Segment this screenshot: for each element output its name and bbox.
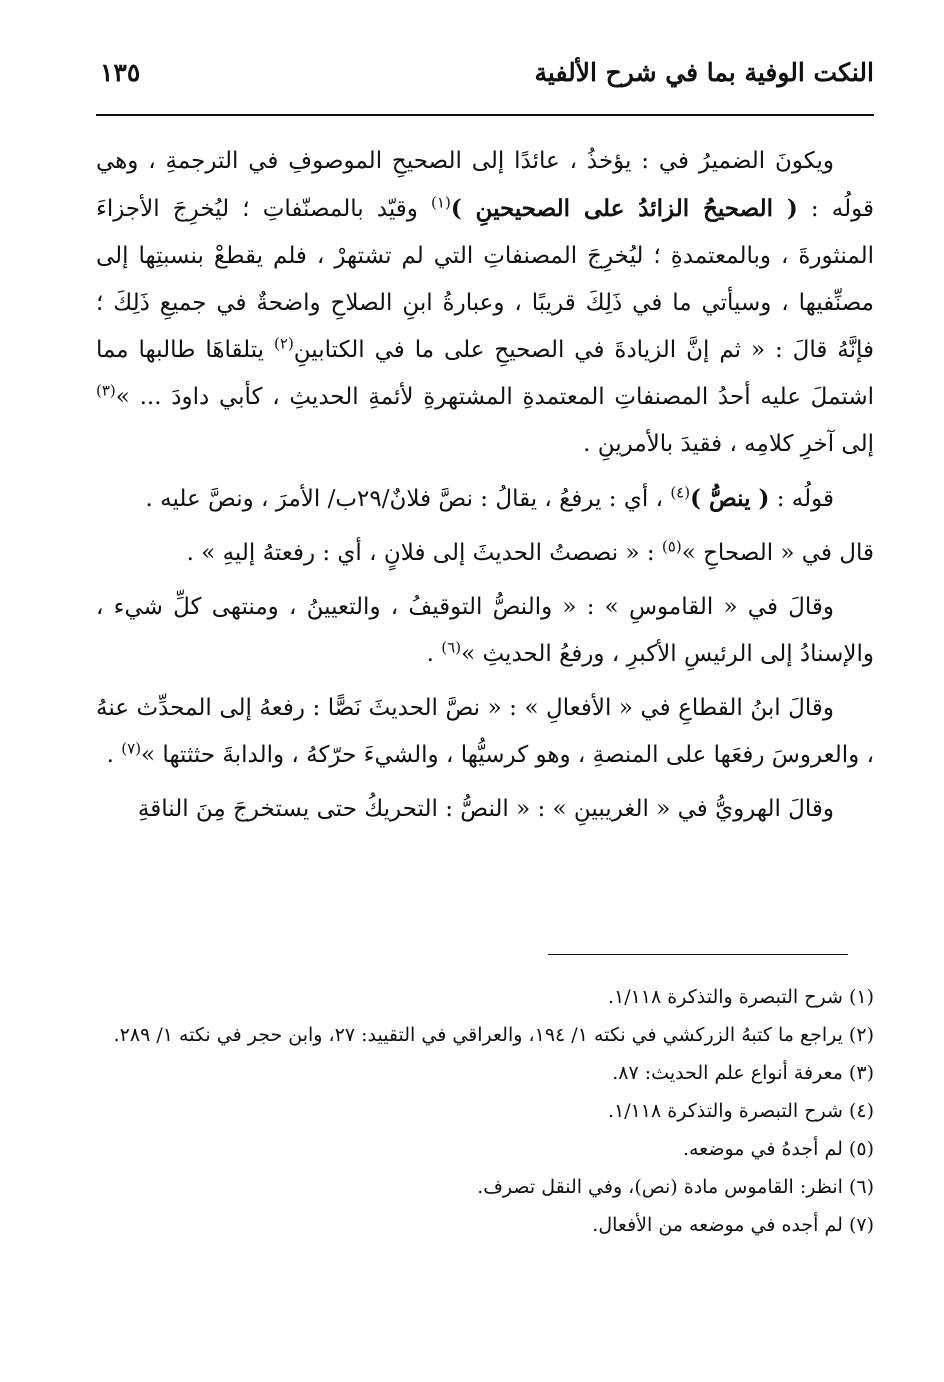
- footnote-ref: (٧): [121, 739, 142, 758]
- paragraph-text: : « نصصتُ الحديثَ إلى فلانٍ ، أي : رفعتهُ إليهِ » .: [186, 540, 662, 566]
- paragraph-text: ، أي : يرفعُ ، يقالُ : نصَّ فلانٌ/٢٩ب/ الأمرَ ، ونصَّ عليه .: [145, 486, 671, 512]
- paragraph: [96, 138, 874, 468]
- paragraph-text: إلى آخرِ كلامِه ، فقيدَ بالأمرينِ .: [583, 431, 874, 457]
- paragraph-text: قولُه :: [769, 486, 834, 512]
- paragraph-text: قال في « الصحاحِ »: [681, 540, 874, 566]
- footnote-ref: (٦): [441, 638, 462, 657]
- paragraph: [96, 786, 874, 833]
- paragraph-text: وقالَ ابنُ القطاعِ في « الأفعالِ » : « نصَّ الحديثَ نَصًّا : رفعهُ إلى المحدِّث عنهُ ، والعروسَ رفعَها على المنصةِ ، وهو كرسيُّها ، والشيءَ حرّكهُ ، والدابةَ حثثتها »: [96, 695, 874, 768]
- page-header: [96, 52, 874, 112]
- main-text: [96, 138, 874, 840]
- paragraph-text: .: [106, 742, 122, 768]
- footnote: (٣) معرفة أنواع علم الحديث: ٨٧.: [612, 1062, 874, 1084]
- page-number: ١٣٥: [100, 58, 141, 87]
- footnote: (٧) لم أجده في موضعه من الأفعال.: [592, 1214, 874, 1236]
- footnote: (٢) يراجع ما كتبهُ الزركشي في نكته ١/ ١٩٤، والعراقي في التقييد: ٢٧، وابن حجر في نكته ١/ ٢٨٩.: [113, 1024, 874, 1046]
- footnotes: [96, 978, 874, 1244]
- paragraph: [96, 475, 874, 523]
- quoted-keyword: ( الصحيحُ الزائدُ على الصحيحينِ ): [450, 195, 798, 222]
- paragraph: [96, 530, 874, 577]
- footnote: (٦) انظر: القاموس مادة (نص)، وفي النقل تصرف.: [477, 1176, 874, 1198]
- paragraph: [96, 584, 874, 678]
- footnote-ref: (٣): [96, 381, 116, 400]
- quoted-keyword: ( ينصُّ ): [690, 485, 770, 512]
- footnote-ref: (٢): [274, 334, 294, 353]
- footnote-ref: (٤): [670, 483, 691, 502]
- running-title: النكت الوفية بما في شرح الألفية: [534, 58, 874, 87]
- paragraph-text: يتلقاهَا طالبها مما اشتملَ عليه أحدُ المصنفاتِ المعتمدةِ المشتهرةِ لأئمةِ الحديثِ ، كأبي داودَ ... »: [96, 337, 874, 410]
- footnote-divider: [548, 954, 848, 955]
- header-divider: [96, 114, 874, 116]
- footnote: (٥) لم أجدهُ في موضعه.: [682, 1138, 874, 1160]
- paragraph-text: .: [426, 641, 442, 667]
- footnote-ref: (١): [431, 193, 451, 212]
- paragraph: [96, 685, 874, 779]
- paragraph-text: وقالَ الهرويُّ في « الغريبينِ » : « النصُّ : التحريكُ حتى يستخرجَ مِنَ الناقةِ: [137, 796, 834, 822]
- footnote-ref: (٥): [661, 537, 682, 556]
- footnote: (٤) شرح التبصرة والتذكرة ١/١١٨.: [607, 1100, 874, 1122]
- paragraph-text: وقالَ في « القاموسِ » : « والنصُّ التوقيفُ ، والتعيينُ ، ومنتهى كلِّ شيء ، والإسنادُ إلى الرئيسِ الأكبرِ ، ورفعُ الحديثِ »: [96, 594, 874, 667]
- paragraph-text: ويكونَ الضميرُ في : يؤخذُ ، عائدًا إلى الصحيحِ الموصوفِ في الترجمةِ ، وهي قولُه :: [96, 148, 874, 222]
- footnote: (١) شرح التبصرة والتذكرة ١/١١٨.: [607, 986, 874, 1008]
- paragraph-text: وقيّد بالمصنّفاتِ ؛ ليُخرِجَ الأجزاءَ المنثورةَ ، وبالمعتمدةِ ؛ ليُخرِجَ المصنفاتِ التي لم تشتهرْ ، فلم يقطعْ بنسبتِها إلى مصنِّفيها ، وسيأتي ما في ذَلِكَ قريبًا ، وعبارةُ ابنِ الصلاحِ واضحةٌ في جميعِ ذَلِكَ ؛ فإنَّهُ قالَ : « ثم إنَّ الزيادةَ في الصحيحِ على ما في الكتابينِ: [96, 196, 874, 363]
